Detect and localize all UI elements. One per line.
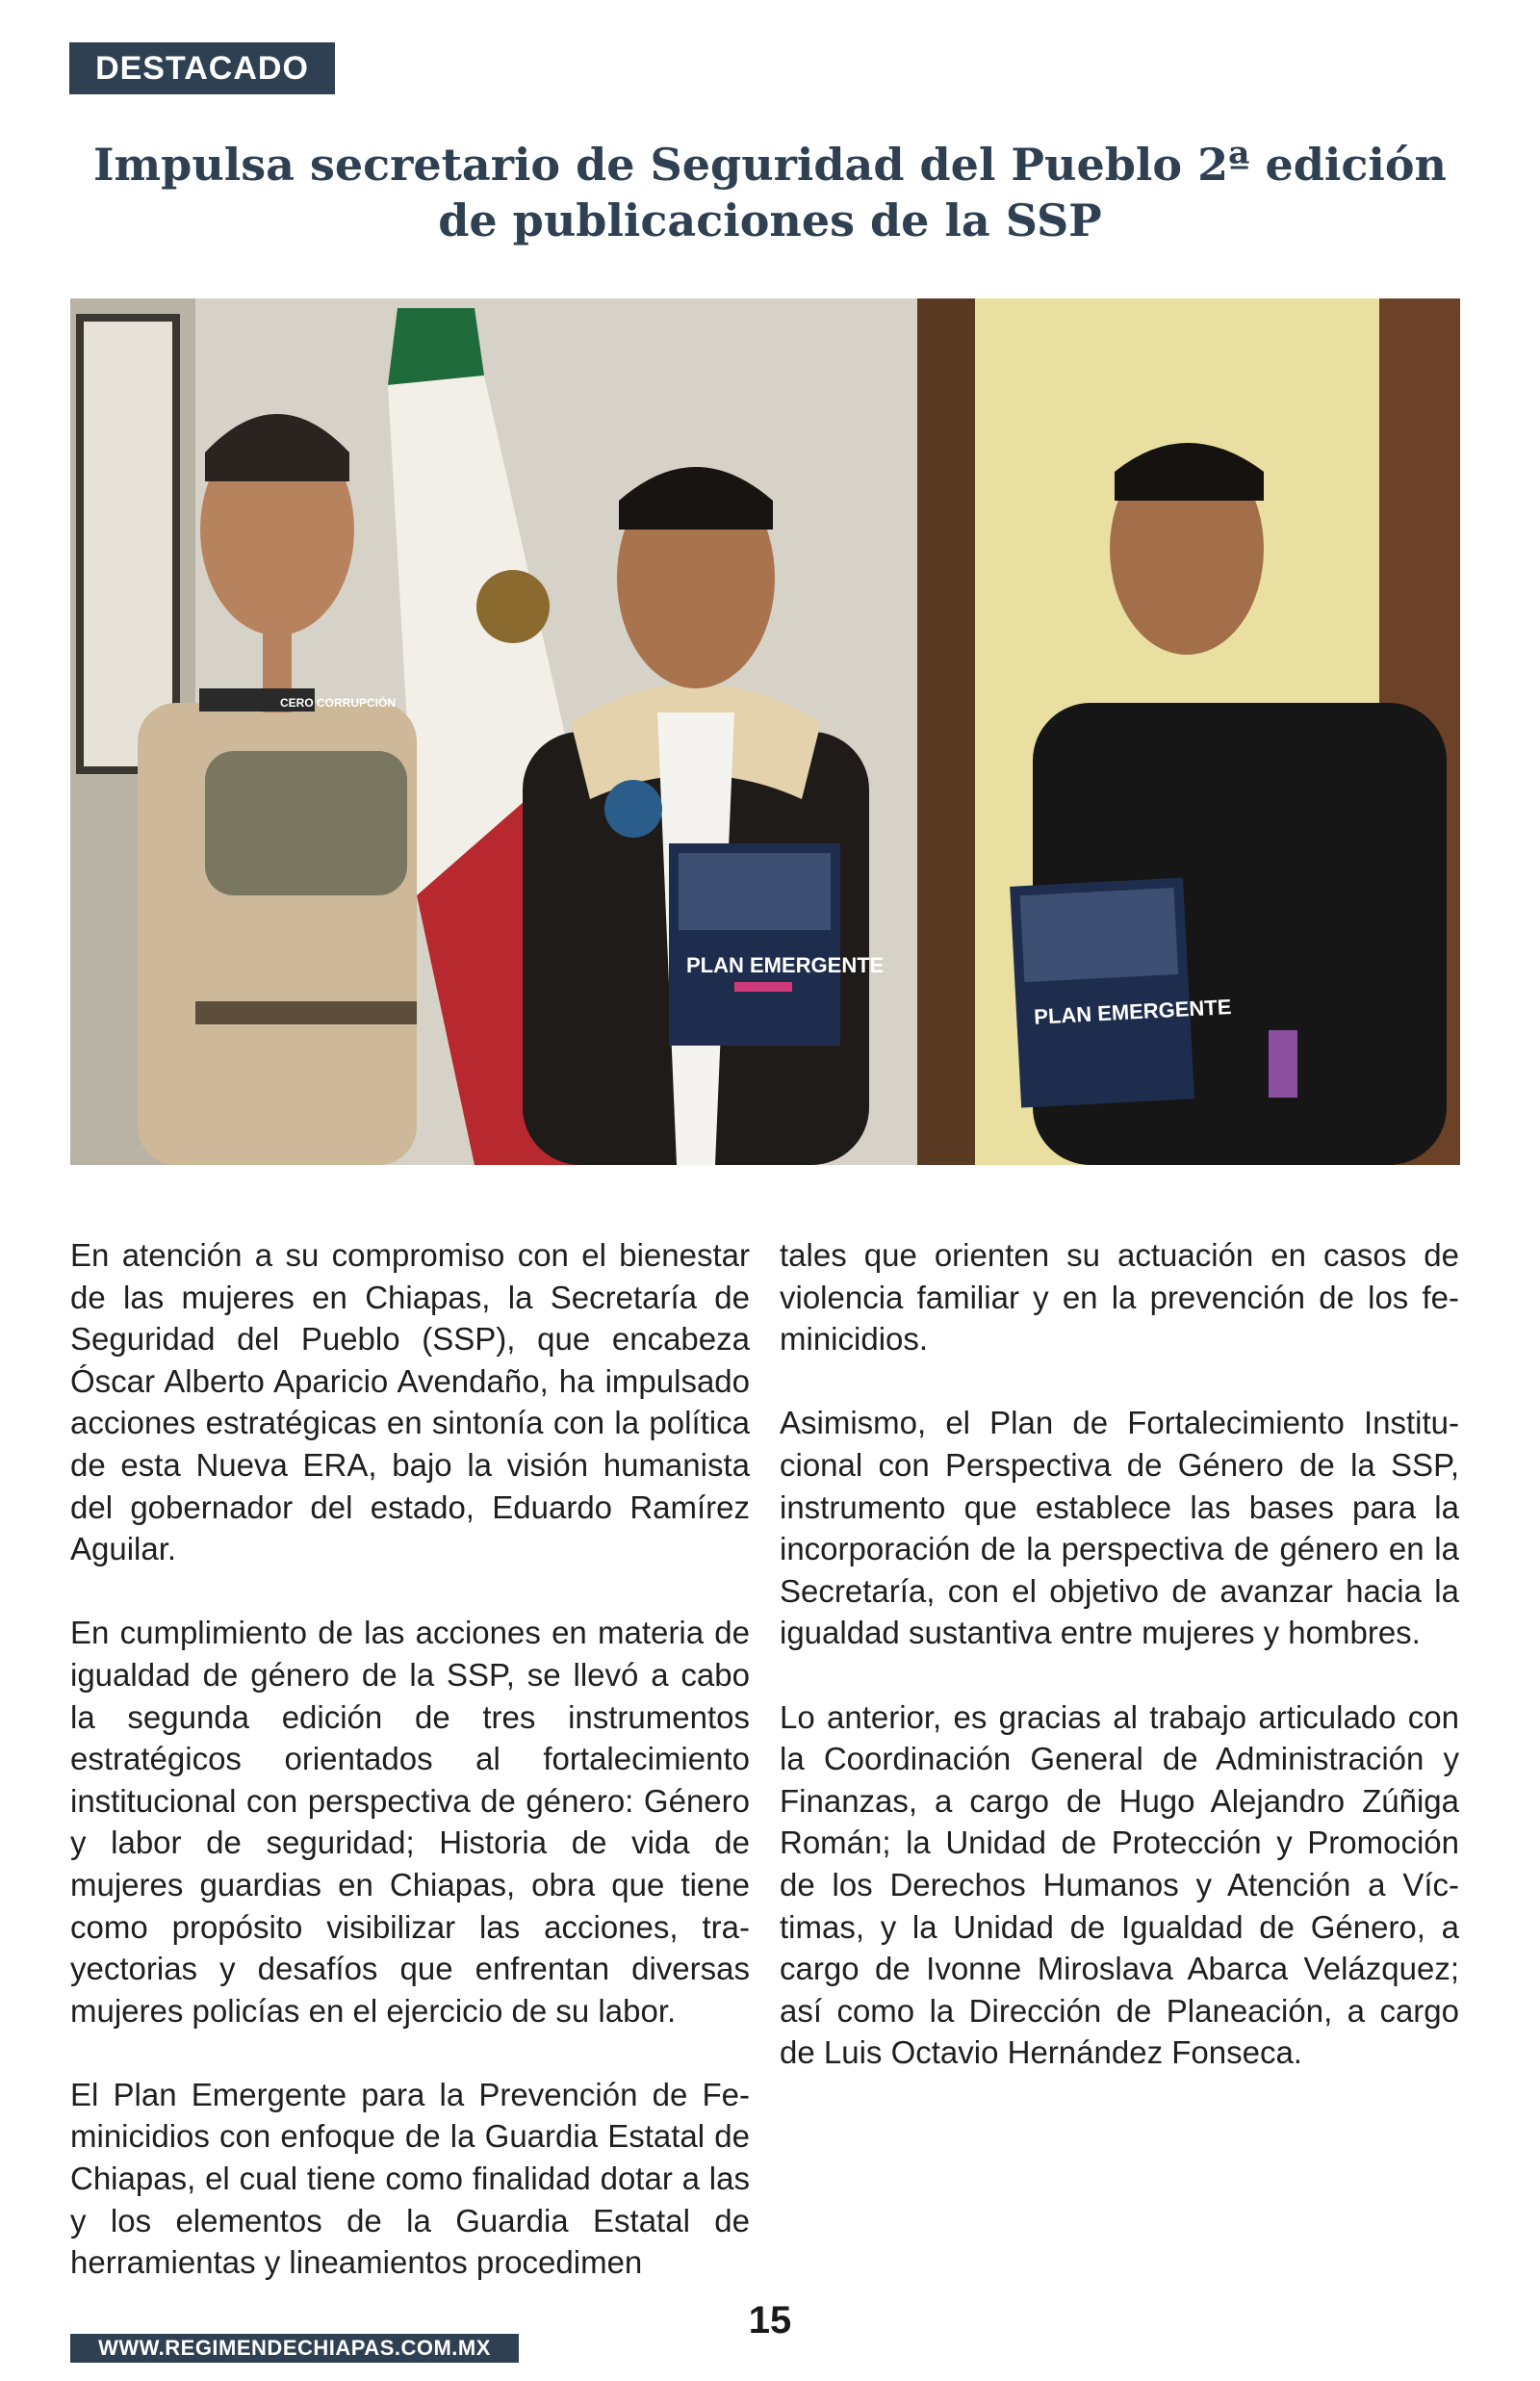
paragraph: Lo anterior, es gracias al trabajo articulado con la Coordinación General de Administración y Finanzas, a cargo de Hugo Alejandro Zúñiga Román; la Unidad de Protección y Promoción de los Derechos Humanos y Atención a Víctimas, y la Unidad de Igualdad de Género, a cargo de Ivonne Miroslava Abarca Velázquez; así como la Dirección de Planeación, a cargo de Luis Octavio Hernández Fonseca. — [780, 1698, 1459, 2071]
footer-website[interactable]: WWW.REGIMENDECHIAPAS.COM.MX — [70, 2334, 519, 2363]
page-number: 15 — [748, 2299, 792, 2342]
paragraph: En atención a su compromiso con el bienestar de las mujeres en Chiapas, la Secretaría de Seguridad del Pueblo (SSP), que encabeza Óscar Alberto Aparicio Avendaño, ha impulsado acciones estratégicas en sintonía con la política de esta Nueva ERA, bajo la visión humanista del gobernador del estado, Eduardo Ramírez Aguilar. — [70, 1237, 750, 1567]
article-photo — [70, 298, 1460, 1165]
section-tag: DESTACADO — [69, 42, 335, 94]
paragraph: En cumplimiento de las acciones en materia de igualdad de género de la SSP, se llevó a cabo la segunda edición de tres instrumentos estratégicos orientados al fortalecimiento institucional con perspectiva de género: Género y labor de seguridad; Historia de vida de mujeres guardias en Chiapas, obra que tiene como propósito visibilizar las acciones, trayectorias y desafíos que enfrentan diversas mujeres policías en el ejercicio de su labor. — [70, 1615, 750, 2029]
article-column-left — [70, 1234, 750, 2325]
book-title-center: PLAN EMERGENTE — [686, 953, 885, 977]
uniform-patch-text: CERO CORRUPCIÓN — [280, 696, 397, 710]
article-column-right — [780, 1234, 1459, 2115]
book-title-right: PLAN EMERGENTE — [1033, 995, 1233, 1029]
headline: Impulsa secretario de Seguridad del Pueblo 2ª edición de publicaciones de la SSP — [92, 139, 1447, 246]
paragraph: Asimismo, el Plan de Fortalecimiento Institucional con Perspectiva de Género de la SSP, instrumento que establece las bases para la incorporación de la perspectiva de género en la Secretaría, con el objetivo de avanzar hacia la igualdad sustantiva entre mujeres y hombres. — [780, 1405, 1459, 1651]
paragraph: tales que orienten su actuación en casos de violencia familiar y en la prevención de los feminicidios. — [780, 1237, 1459, 1358]
paragraph: El Plan Emergente para la Prevención de Feminicidios con enfoque de la Guardia Estatal de Chiapas, el cual tiene como finalidad dotar a las y los elementos de la Guardia Estatal de herramientas y lineamientos procedimen — [70, 2076, 750, 2281]
